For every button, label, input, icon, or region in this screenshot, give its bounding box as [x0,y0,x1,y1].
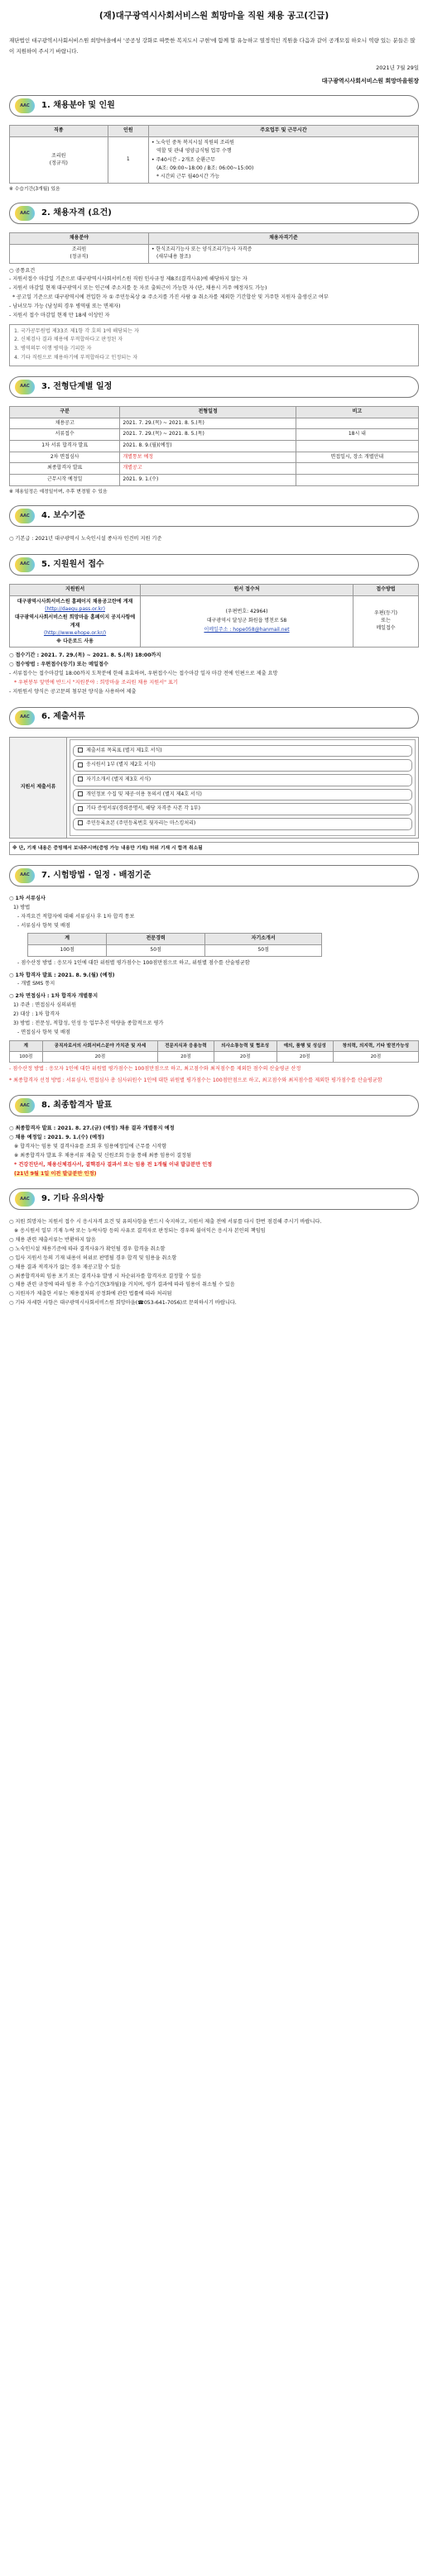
section-logo-icon: AAC [15,380,35,394]
table-row [10,418,419,429]
disqualification-line: 2. 신체검사 결과 채용에 부적합하다고 판정된 자 [14,337,123,343]
checkbox-icon [78,791,83,796]
caution-line: ○ 채용 결과 적격자가 없는 경우 재공고할 수 있음 [9,1264,121,1270]
first-notice: ○ 1차 합격자 발표 : 2021. 8. 9.(월) (예정) [9,972,115,978]
section-logo-icon: AAC [15,1192,35,1207]
second-stage-title: ○ 2차 면접심사 : 1차 합격자 개별통지 [9,993,99,1000]
table-header: 원서 접수처 [141,585,353,596]
table-cell: 100점 [10,1051,43,1062]
table-header: 전형일정 [120,406,296,418]
table-header: 구분 [10,406,120,418]
note-text: ※ 채용일정은 예정일이며, 추후 변경될 수 있음 [9,489,108,495]
list-item-label: 응시원서 1부 (별지 제2호 서식) [86,762,156,768]
table-header: 지원원서 [10,585,141,596]
table-cell: 면접일시, 장소 개별안내 [296,452,418,463]
schedule-table [9,406,419,486]
common-line: - 지원서 마감일 현재 대구광역시 또는 인근에 주소지를 둔 자로 출퇴근이 가능한 자 (단, 채용시 거주 예정자도 가능) [9,285,267,292]
table-cell: 20점 [42,1051,158,1062]
common-line: * 공고일 기준으로 대구광역시에 전입한 자 ① 주민등록상 ② 주소지를 가진 사람 ③ 취소자를 제외한 기간합산 및 거주한 지원자 출생신고 여부 [12,294,329,301]
duty-line: * 시간외 근무 월40시간 가능 [156,173,220,179]
table-cell: 2021. 8. 9.(월)(예정) [120,441,296,452]
caution-line: ○ 지원 희망자는 지원서 접수 시 응시자격 요건 및 유의사항을 반드시 숙지하고, 지원서 제출 전에 서류를 다시 한번 점검해 주시기 바랍니다. [9,1219,322,1226]
final-line: ○ 최종합격자 발표 : 2021. 8. 27.(금) (예정) 채용 결과 개별통지 예정 [9,1126,175,1132]
table-header: 계 [28,934,107,945]
section-3-header [9,376,419,398]
section-title: 2. 채용자격 (요건) [41,208,112,218]
table-cell [296,463,418,475]
table-header: 비고 [296,406,418,418]
list-item-label: 개인정보 수집 및 제공·이용 동의서 (별지 제4호 서식) [86,791,202,797]
table-cell [148,245,418,263]
red-note: - 점수산정 방법 : 응모자 1인에 대한 위원별 평가점수는 100점만점으로 하고, 최고점수와 최저점수를 제외한 점수의 산술평균 산정 [9,1065,301,1072]
checkbox-icon [78,762,83,767]
common-line: - 지원서접수 마감일 기준으로 대구광역시사회서비스원 직원 인사규정 제8조(결격사유)에 해당하지 않는 자 [9,276,248,283]
table-cell [67,737,419,838]
section-logo-icon: AAC [15,1098,35,1113]
list-item-label: 기타 증빙서류(경력증명서, 해당 자격증 사본 각 1부) [86,805,200,812]
table-cell: 2차 면접심사 [10,452,120,463]
form-source-text: 대구광역시사회서비스원 홈페이지 채용공고란에 게재 [17,598,133,605]
section-title: 5. 지원원서 접수 [41,559,104,569]
method-text: 우편(등기) [374,610,397,617]
table-row [10,452,419,463]
caution-line: ○ 지원자가 제출한 서류는 채용절차의 공정화에 관한 법률에 따라 처리됨 [9,1291,172,1298]
highlight-text: (21년 9월 1일 이전 발급분만 인정) [14,1170,97,1177]
table-cell [296,475,418,486]
method-text: 메일접수 [376,624,396,631]
note-text: ※ 수습기간(3개월) 있음 [9,187,60,193]
second-stage-line: 3) 방법 : 전문성, 적합성, 인성 등 업무추진 역량을 종합적으로 평가 [13,1020,164,1026]
table-cell: 2021. 7. 29.(목) ~ 2021. 8. 5.(목) [120,429,296,441]
list-item [73,774,412,786]
section-logo-icon: AAC [15,557,35,572]
common-title: ○ 공통요건 [9,267,36,274]
download-note: ※ 다운로드 사용 [56,638,94,644]
method-line: - 지원원서 양식은 공고문의 첨부된 양식을 사용하여 제출 [9,688,137,695]
table-cell: 1차 서류 합격자 발표 [10,441,120,452]
caution-line: ○ 기타 자세한 사항은 대구광역시사회서비스원 희망마을(☎053-641-7056)로 문의하시기 바랍니다. [9,1300,237,1307]
method-line: - 서류접수는 접수마감일 18:00까지 도착분에 한해 유효하며, 우편접수시는 접수마감 일자 마감 전에 인편으로 제출 요망 [9,670,278,676]
list-item-label: 제출서류 목록표 (별지 제1호 서식) [86,747,162,753]
table-cell: 2021. 9. 1.(수) [120,475,296,486]
form-source-text: 대구광역시사회서비스원 희망마을 홈페이지 공지사항에 게재 [14,614,136,628]
section-4-header [9,505,419,527]
common-line: - 남녀모두 가능 (남성의 경우 병역필 또는 면제자) [9,303,121,309]
section-2-header [9,203,419,224]
table-header: 창의력, 의지력, 기타 발전가능성 [333,1040,418,1051]
checkbox-icon [78,806,83,811]
table-cell: 채용공고 [10,418,120,429]
method-line: * 우편봉투 앞면에 반드시 "지원분야 : 희망마을 조리원 채용 지원서" 표기 [14,679,178,686]
table-cell: 지원서 제출서류 [10,737,67,838]
table-cell: 1 [108,137,148,184]
section-title: 6. 제출서류 [41,712,85,722]
first-stage-method: 1) 방법 [13,904,31,910]
duty-line: 역할 및 관내 영양급식팀 업무 수행 [156,148,232,155]
final-line: * 건강진단서, 채용신체검사서, 결핵검사 결과서 또는 임용 전 1개월 이내 발급분만 인정 [14,1161,213,1168]
table-cell: 50점 [204,945,321,957]
duty-line: • 주40시간 - 2개조 순환근무 [151,156,215,163]
table-header: 계 [10,1040,43,1051]
table-cell: 20점 [333,1051,418,1062]
table-header: 전문경력 [107,934,205,945]
table-header: 공직자로서의 사회서비스분야 가치관 및 자세 [42,1040,158,1051]
positions-table [9,125,419,184]
table-cell: 개별공고 [120,463,296,475]
section-logo-icon: AAC [15,710,35,725]
criteria-line: • 한식조리기능사 또는 양식조리기능사 자격증 [151,246,252,253]
table-header: 예의, 품행 및 성실성 [277,1040,333,1051]
caution-line: ※ 응시원서 일부 기재 누락 또는 누락사항 등의 사유로 결격자로 판정되는 경우의 불이익은 응시자 본인의 책임임 [14,1228,266,1235]
address-text: 대구광역시 달성군 화원읍 명천로 58 [206,618,287,624]
duty-line: • 노숙인 중독 복지시설 직원의 조리원 [151,140,234,146]
section-5-header [9,554,419,576]
method-title: ○ 접수방법 : 우편접수(등기) 또는 메일접수 [9,662,108,668]
section-6-header [9,707,419,729]
red-note: * 최종합격자 선정 방법 : 서류심사, 면접심사 총 심사위원수 1인에 대한 위원별 평가점수는 100점만점으로 하고, 최고점수와 최저점수를 제외한 평가점수를 산술평균함 [9,1077,382,1083]
first-stage-line: - 자격요건 적합자에 대해 서류심사 후 1차 합격 통보 [17,913,135,920]
role-name: 조리원 [51,152,66,159]
disqualification-line: 1. 국가공무원법 제33조 제1항 각 호의 1에 해당되는 자 [14,327,139,334]
table-header: 전문지식과 응용능력 [158,1040,214,1051]
table-cell [296,418,418,429]
documents-note: ※ 단, 기재 내용은 증빙해서 보내주시며(증빙 가능 내용만 기재) 허위 기재 시 합격 취소됨 [9,842,419,855]
table-cell [10,595,141,648]
list-item [73,759,412,772]
common-line: - 지원서 접수 마감일 현재 만 18세 이상인 자 [9,312,110,318]
section-title: 3. 전형단계별 일정 [41,381,113,391]
caution-line: ○ 입사 지원서 등의 기재 내용이 허위로 판명될 경우 합격 및 임용을 취소함 [9,1255,177,1261]
table-header: 접수방법 [353,585,418,596]
section-9-header [9,1188,419,1210]
section-title: 4. 보수기준 [41,510,85,520]
table-row [10,429,419,441]
application-table [9,584,419,648]
section-title: 7. 시험방법 · 일정 · 배점기준 [41,870,151,880]
table-header: 의사소통능력 및 협조성 [214,1040,277,1051]
caution-line: ○ 노숙인시설 채용기준에 따라 결격사유가 확인될 경우 합격을 취소함 [9,1246,166,1253]
table-cell [10,245,149,263]
email-link[interactable]: 이메일주소 : hope058@hanmail.net [204,626,290,633]
documents-list [70,739,416,836]
table-cell: 개별통보 예정 [120,452,296,463]
table-header: 인원 [108,126,148,137]
list-item [73,803,412,815]
intro-text: 재단법인 대구광역시사회서비스원 희망마을에서 '공공성 강화로 따뜻한 복지도시 구현'에 함께 할 유능하고 열정적인 직원을 다음과 같이 공개모집 하오니 역량 있는 분들은 많이 지원하여 주시기 바랍니다. [9,37,416,55]
list-item-label: 자기소개서 (별지 제3호 서식) [86,776,151,782]
table-header: 채용자격기준 [148,233,418,245]
page-title: (재)대구광역시사회서비스원 희망마을 직원 채용 공고(긴급) [99,11,329,21]
list-item [73,818,412,830]
table-cell: 서류접수 [10,429,120,441]
table-cell [10,137,108,184]
table-row [10,475,419,486]
table-header: 채용분야 [10,233,149,245]
duty-line: (A조: 09:00~18:00 / B조: 06:00~15:00) [156,165,254,171]
section-title: 9. 기타 유의사항 [41,1194,104,1204]
document-score-table [27,933,322,956]
salary-text: ○ 기본급 : 2021년 대구광역시 노숙인시설 종사자 인건비 지원 기준 [9,536,162,542]
section-logo-icon: AAC [15,206,35,221]
interview-score-table [9,1040,419,1063]
table-header: 자기소개서 [204,934,321,945]
table-cell: 18시 내 [296,429,418,441]
section-title: 1. 채용분야 및 인원 [41,101,115,111]
table-cell: 20점 [214,1051,277,1062]
period-text: ○ 접수기간 : 2021. 7. 29.(목) ~ 2021. 8. 5.(목) 18:00까지 [9,652,161,659]
checkbox-icon [78,748,83,753]
qualification-table [9,232,419,263]
checkbox-icon [78,820,83,825]
final-line: ※ 최종합격자 발표 후 채용서류 재출 및 신원조회 등을 통해 최종 임용이 결정됨 [14,1152,192,1159]
first-notice-sub: - 개별 SMS 통지 [17,981,55,987]
caution-line: ○ 채용 관련 규정에 따라 임용 후 수습기간(3개월)을 거치며, 평가 결과에 따라 임용이 취소될 수 있음 [9,1282,235,1288]
second-stage-line: 2) 대상 : 1차 합격자 [13,1011,60,1017]
disqualification-line: 3. 병역의무 이행 병역을 기피한 자 [14,346,92,352]
disqualification-box [9,324,419,366]
section-logo-icon: AAC [15,868,35,883]
section-1-header [9,95,419,117]
role-type: (정규직) [49,160,68,166]
table-cell [353,595,418,648]
second-stage-sub: - 면접심사 항목 및 배점 [17,1029,70,1035]
table-cell: 20점 [158,1051,214,1062]
first-stage-title: ○ 1차 서류심사 [9,896,46,902]
list-item [73,745,412,758]
section-logo-icon: AAC [15,98,35,113]
table-cell: 근무시작 예정일 [10,475,120,486]
disqualification-line: 4. 기타 직원으로 채용하기에 부적합하다고 인정되는 자 [14,355,138,361]
form-link[interactable]: (http://www.ehope.or.kr/) [43,630,107,637]
final-line: ※ 합격자는 임용 및 결격사유를 조회 후 임용예정일에 근무를 시작함 [14,1144,167,1150]
method-text: 또는 [381,618,391,624]
section-7-header [9,865,419,887]
first-stage-line: - 서류심사 항목 및 배점 [17,922,70,929]
checkbox-icon [78,777,83,781]
table-cell: 최종합격자 발표 [10,463,120,475]
section-logo-icon: AAC [15,509,35,523]
table-cell: 50점 [107,945,205,957]
documents-table [9,737,419,839]
caution-line: ○ 최종합격자의 임용 포기 또는 결격사유 발생 시 차순위자를 합격자로 결정할 수 있음 [9,1273,202,1279]
table-cell: 2021. 7. 29.(목) ~ 2021. 8. 5.(목) [120,418,296,429]
table-cell [141,595,353,648]
email-line [143,626,350,635]
table-cell: 100점 [28,945,107,957]
form-link[interactable]: (http://daegu.pass.or.kr) [45,606,105,613]
table-cell [148,137,418,184]
section-8-header [9,1095,419,1116]
list-item-label: 주민등록초본 (주민등록번호 뒷자리는 마스킹처리) [86,820,196,826]
table-row [10,463,419,475]
section-title: 8. 최종합격자 발표 [41,1101,113,1111]
final-line: ○ 채용 예정일 : 2021. 9. 1.(수) (예정) [9,1135,104,1141]
criteria-line: (새부내용 참조) [156,253,191,260]
final-line [9,1170,419,1179]
postal-code: (우편번호: 42964) [225,609,268,615]
table-cell [296,441,418,452]
table-row [10,441,419,452]
role-name: 조리원 [71,246,87,253]
second-stage-line: 1) 주관 : 면접심사 심의위원 [13,1002,77,1009]
caution-line: ○ 채용 관련 제출서류는 반환하지 않음 [9,1237,96,1244]
announcement-date: 2021년 7월 29일 [376,64,419,71]
table-header: 직종 [10,126,108,137]
score-method: - 점수산정 방법 : 응모자 1인에 대한 위원별 평가점수는 100점만점으로 하고, 위원별 점수를 산술평균함 [17,959,250,966]
table-cell: 20점 [277,1051,333,1062]
table-header: 주요업무 및 근무시간 [148,126,418,137]
list-item [73,789,412,801]
organization-name: 대구광역시사회서비스원 희망마을원장 [321,78,419,85]
role-type: (정규직) [70,253,89,260]
